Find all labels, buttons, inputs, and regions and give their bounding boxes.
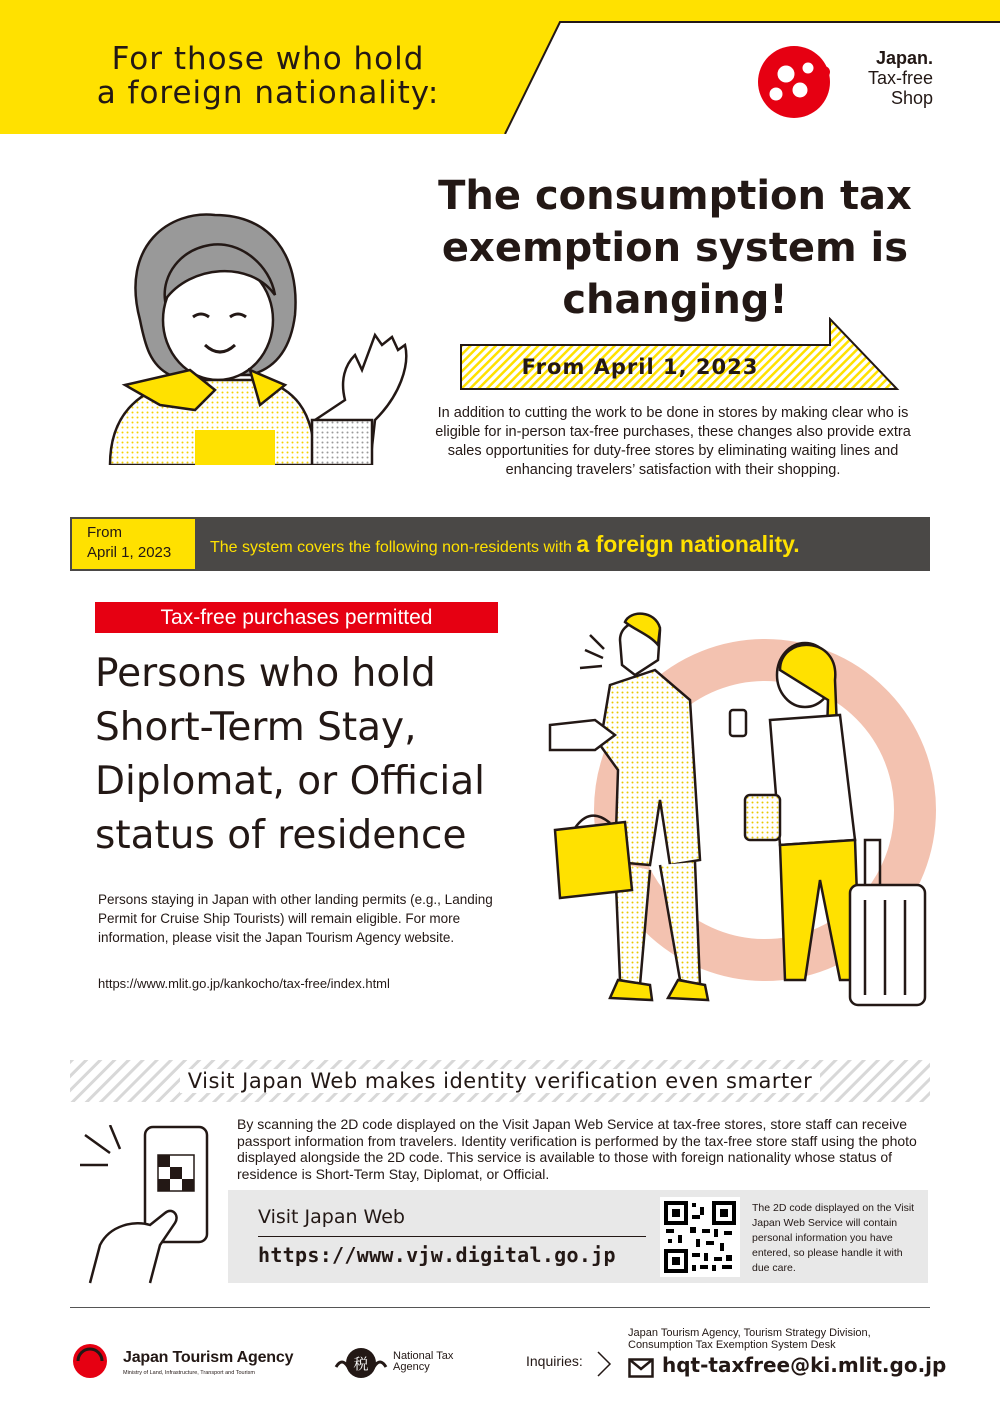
- jta-name: Japan Tourism Agency: [123, 1349, 294, 1366]
- jta-ministry: Ministry of Land, Infrastructure, Transport and Tourism: [123, 1370, 255, 1376]
- inquiries-email-link[interactable]: hqt-taxfree@ki.mlit.go.jp: [662, 1353, 947, 1377]
- vjw-divider: [258, 1236, 646, 1237]
- vjw-url-link[interactable]: https://www.vjw.digital.go.jp: [258, 1243, 616, 1267]
- qr-code[interactable]: [660, 1197, 740, 1277]
- inquiries-label: Inquiries:: [526, 1353, 583, 1369]
- inquiries-department: Japan Tourism Agency, Tourism Strategy Division, Consumption Tax Exemption System Desk: [628, 1327, 871, 1351]
- main-headline: The consumption tax exemption system is changing!: [438, 173, 912, 323]
- nta-logo-icon: [332, 1345, 390, 1381]
- footer-divider: [70, 1307, 930, 1308]
- woman-illustration: [100, 205, 420, 465]
- landing-permit-note: Persons staying in Japan with other landing permits (e.g., Landing Permit for Cruise Ship Tourists) will remain eligible. For more information, please visit the Japan Tourism Agency website.: [98, 892, 493, 945]
- date-bar-text: The system covers the following non-residents with a foreign nationality.: [210, 531, 800, 557]
- intro-paragraph: In addition to cutting the work to be done in stores by making clear who is eligible for in-person tax-free purchases, these changes also provide extra sales opportunities for duty-free stores by eliminating waiting lines and enhancing travelers’ satisfaction with their shopping.: [435, 405, 911, 478]
- date-bar-highlight: a foreign nationality.: [576, 531, 800, 557]
- eligible-persons-heading: Persons who hold Short-Term Stay, Diplomat, or Official status of residence: [95, 651, 485, 858]
- vjw-section-title: Visit Japan Web makes identity verification even smarter: [70, 1066, 930, 1096]
- vjw-service-name: Visit Japan Web: [258, 1206, 405, 1228]
- banner-heading: For those who hold a foreign nationality:: [96, 41, 440, 111]
- jta-website-link[interactable]: https://www.mlit.go.jp/kankocho/tax-free/index.html: [98, 976, 390, 991]
- nta-mark: 税: [353, 1355, 369, 1373]
- phone-scan-icon: [80, 1125, 220, 1285]
- chevron-right-icon: [596, 1350, 612, 1378]
- travellers-illustration: [540, 600, 960, 1030]
- qr-code-icon: [660, 1197, 740, 1277]
- qr-code-note: The 2D code displayed on the Visit Japan Web Service will contain personal information you have entered, so please handle it with due care.: [752, 1202, 915, 1274]
- effective-date: From April 1, 2023: [521, 355, 759, 379]
- mail-icon: [628, 1358, 654, 1378]
- brand-name: Japan. Tax-free Shop: [867, 48, 933, 108]
- jta-logo-icon: [70, 1343, 114, 1379]
- nta-name: National Tax Agency: [393, 1350, 454, 1373]
- vjw-description: By scanning the 2D code displayed on the Visit Japan Web Service at tax-free stores, store staff can receive passport information from travelers. Identity verification is performed by the tax-free store staff using the photo displayed alongside the 2D code. This service is available to those with foreign nationality whose status of residence is Short-Term Stay, Diplomat, or Official.: [237, 1116, 917, 1182]
- tax-free-permitted-label: Tax-free purchases permitted: [95, 602, 498, 633]
- date-bar-date-box: From April 1, 2023: [72, 519, 195, 569]
